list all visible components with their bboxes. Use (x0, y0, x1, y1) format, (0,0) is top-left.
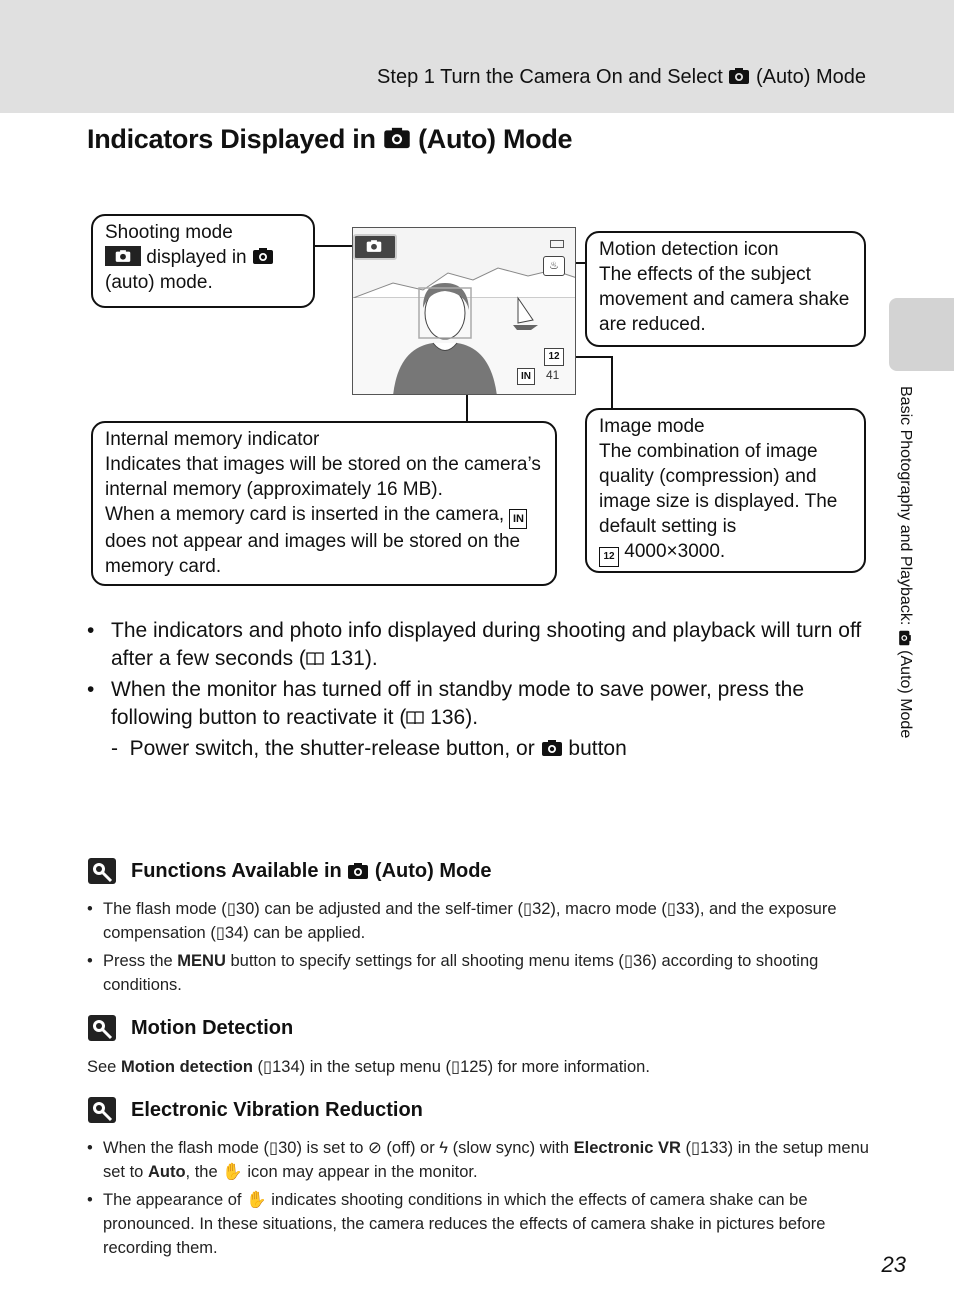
motion-detection-icon: ♨ (543, 256, 565, 276)
note-body-functions (87, 897, 877, 1001)
flash-off-icon: ⊘ (367, 1139, 382, 1157)
bullet-item: • The indicators and photo info displayed during shooting and playback will turn off after a few seconds ( 131). (87, 617, 877, 673)
book-reference-icon: ▯ (623, 952, 634, 970)
internal-memory-icon: IN (509, 509, 527, 529)
shooting-mode-badge (105, 246, 141, 266)
slow-sync-icon: ϟ (439, 1139, 449, 1157)
book-reference-icon (406, 711, 424, 725)
bullet-item: • Press the MENU button to specify settings for all shooting menu items (▯36) according to shooting conditions. (87, 949, 877, 997)
auto-camera-icon (347, 862, 369, 880)
image-mode-icon: 12 (544, 348, 564, 366)
header-band (0, 0, 954, 113)
auto-camera-icon (366, 239, 382, 253)
note-icon (87, 1096, 117, 1124)
auto-camera-icon (728, 67, 750, 85)
book-reference-icon: ▯ (450, 1058, 461, 1076)
camera-shake-icon: ✋ (246, 1191, 267, 1209)
book-reference-icon: ▯ (263, 1058, 273, 1076)
battery-indicator (550, 240, 564, 248)
chapter-tab[interactable] (889, 298, 954, 371)
running-header: Step 1 Turn the Camera On and Select (Auto) Mode (377, 66, 866, 88)
book-reference-icon: ▯ (666, 900, 676, 918)
page-title: Indicators Displayed in (Auto) Mode (87, 124, 573, 154)
note-heading-functions: Functions Available in (Auto) Mode (87, 857, 492, 885)
sub-bullet: - Power switch, the shutter-release button, or button (111, 737, 627, 760)
leader-line (570, 356, 612, 358)
shooting-mode-indicator (353, 234, 397, 260)
note-body-evr (87, 1136, 877, 1264)
note-heading-evr: Electronic Vibration Reduction (87, 1096, 423, 1124)
auto-camera-icon (383, 126, 411, 150)
internal-memory-icon: IN (517, 368, 535, 385)
book-reference-icon: ▯ (691, 1139, 701, 1157)
auto-camera-icon (252, 247, 274, 265)
callout-motion-detection: Motion detection icon The effects of the subject movement and camera shake are reduced. (585, 231, 866, 347)
auto-camera-icon (541, 739, 563, 757)
camera-shake-icon: ✋ (222, 1163, 243, 1181)
note-icon (87, 857, 117, 885)
bullet-item: • When the flash mode (▯30) is set to ⊘ (off) or ϟ (slow sync) with Electronic VR (▯133) in the setup menu set to Auto, the ✋ icon may appear in the monitor. (87, 1136, 877, 1184)
page-number: 23 (881, 1252, 906, 1277)
note-body-motion: See Motion detection (▯134) in the setup menu (▯125) for more information. (87, 1058, 650, 1076)
bullet-item: • When the monitor has turned off in standby mode to save power, press the following button to reactivate it ( 136). (87, 676, 877, 732)
book-reference-icon: ▯ (226, 900, 236, 918)
main-bullets (87, 617, 877, 763)
auto-camera-icon (115, 249, 131, 263)
shots-remaining: 41 (546, 368, 560, 382)
note-icon (87, 1014, 117, 1042)
book-reference-icon: ▯ (215, 924, 225, 942)
bullet-item: • The flash mode (▯30) can be adjusted and the self-timer (▯32), macro mode (▯33), and the exposure compensation (▯34) can be applied. (87, 897, 877, 945)
camera-monitor-illustration (352, 227, 576, 395)
note-heading-motion: Motion Detection (87, 1014, 293, 1042)
book-reference-icon: ▯ (269, 1139, 279, 1157)
chapter-side-label: Basic Photography and Playback: (Auto) Mode (897, 386, 914, 739)
callout-shooting-mode: Shooting mode displayed in (auto) mode. (91, 214, 315, 308)
leader-line (611, 356, 613, 410)
callout-internal-memory: Internal memory indicator Indicates that images will be stored on the camera’s internal memory (approximately 16 MB). When a memory card is inserted in the camera, IN does not appear and images will be stored on the memory card. (91, 421, 557, 586)
callout-image-mode: Image mode The combination of image quality (compression) and image size is displayed. The default setting is 12 4000×3000. (585, 408, 866, 573)
auto-camera-icon (897, 630, 913, 646)
image-mode-icon: 12 (599, 547, 619, 567)
book-reference-icon (306, 652, 324, 666)
book-reference-icon: ▯ (522, 900, 533, 918)
bullet-item: • The appearance of ✋ indicates shooting conditions in which the effects of camera shake can be pronounced. In these situations, the camera reduces the effects of camera shake in pictures before recording them. (87, 1188, 877, 1260)
leader-line (314, 245, 352, 247)
menu-button-label: MENU (177, 952, 226, 970)
